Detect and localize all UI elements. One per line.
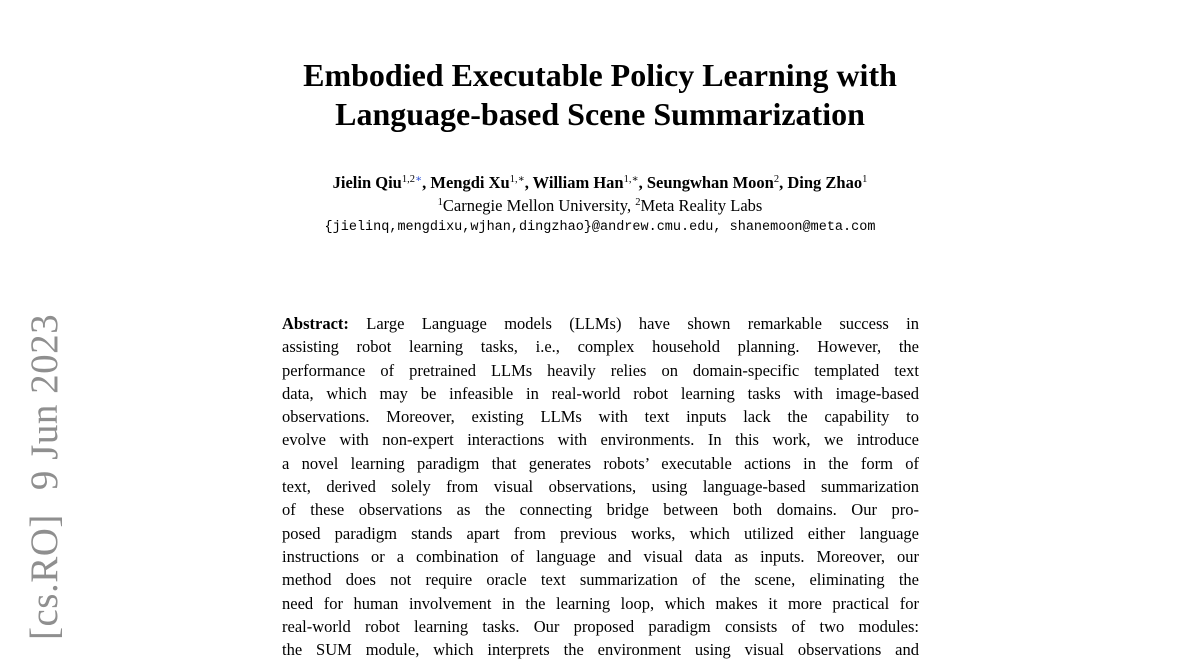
abstract-line: data, which may be infeasible in real-world robot learning tasks with image-based (282, 383, 919, 403)
abstract-line (282, 312, 919, 335)
arxiv-date: 9 Jun 2023 (23, 313, 66, 491)
author-emails: {jielinq,mengdixu,wjhan,dingzhao}@andrew.cmu.edu, shanemoon@meta.com (324, 220, 876, 235)
affil-name: Meta Reality Labs (640, 196, 763, 215)
title-line-1: Embodied Executable Policy Learning with (303, 57, 897, 93)
abstract-line: assisting robot learning tasks, i.e., complex household planning. However, the (282, 337, 919, 357)
author-affil: 1,∗ (623, 174, 639, 185)
title-line-2: Language-based Scene Summarization (335, 96, 865, 132)
abstract-line: instructions or a combination of language and visual data as inputs. Moreover, our (282, 546, 919, 566)
author-affil: 1,2 (401, 174, 415, 185)
author-name: Ding Zhao (787, 173, 863, 192)
affil-number: 2 (635, 197, 641, 208)
abstract-line: the SUM module, which interprets the environment using visual observations and (282, 640, 919, 660)
abstract-line: method does not require oracle text summarization of the scene, eliminating the (282, 570, 919, 590)
abstract-line: need for human involvement in the learning loop, which makes it more practical for (282, 593, 919, 613)
abstract-line-text: Large Language models (LLMs) have shown remarkable success in (366, 314, 919, 333)
abstract (282, 312, 919, 661)
abstract-line: observations. Moreover, existing LLMs with text inputs lack the capability to (282, 407, 919, 427)
author-affil: 2 (773, 174, 780, 185)
affil-name: Carnegie Mellon University (442, 196, 627, 215)
arxiv-stamp (22, 314, 67, 640)
abstract-line: a novel learning paradigm that generates robots’ executable actions in the form of (282, 453, 919, 473)
abstract-line: posed paradigm stands apart from previous works, which utilized either language (282, 523, 919, 543)
affiliations: $^1$Carnegie Mellon University, $^2$Meta Reality Labs (437, 196, 763, 215)
author-name: Jielin Qiu (332, 173, 402, 192)
abstract-line: evolve with non-expert interactions with environments. In this work, we introduce (282, 430, 919, 450)
author-mark: ∗ (415, 174, 423, 185)
abstract-line: of these observations as the connecting bridge between both domains. Our pro- (282, 500, 919, 520)
author-name: Mengdi Xu (430, 173, 510, 192)
author-affil: 1 (862, 174, 868, 185)
author-name: Seungwhan Moon (646, 173, 774, 192)
paper-title (200, 56, 1000, 134)
author-name: William Han (532, 173, 624, 192)
author-affil: 1,∗ (509, 174, 525, 185)
abstract-line: performance of pretrained LLMs heavily relies on domain-specific templated text (282, 360, 919, 380)
author-list: Jielin Qiu$^{1,2∗}$, Mengdi $Xu^{1,∗}$, William Han$^{1,∗}$, Seungwhan Moon$^2$, Ding Zhao$^1$ (332, 173, 868, 192)
abstract-line: real-world robot learning tasks. Our proposed paradigm consists of two modules: (282, 616, 919, 636)
arxiv-category: [cs.RO] (23, 514, 66, 640)
abstract-line: text, derived solely from visual observations, using language-based summarization (282, 477, 919, 497)
abstract-label: Abstract: (282, 314, 349, 333)
affil-number: 1 (437, 197, 443, 208)
